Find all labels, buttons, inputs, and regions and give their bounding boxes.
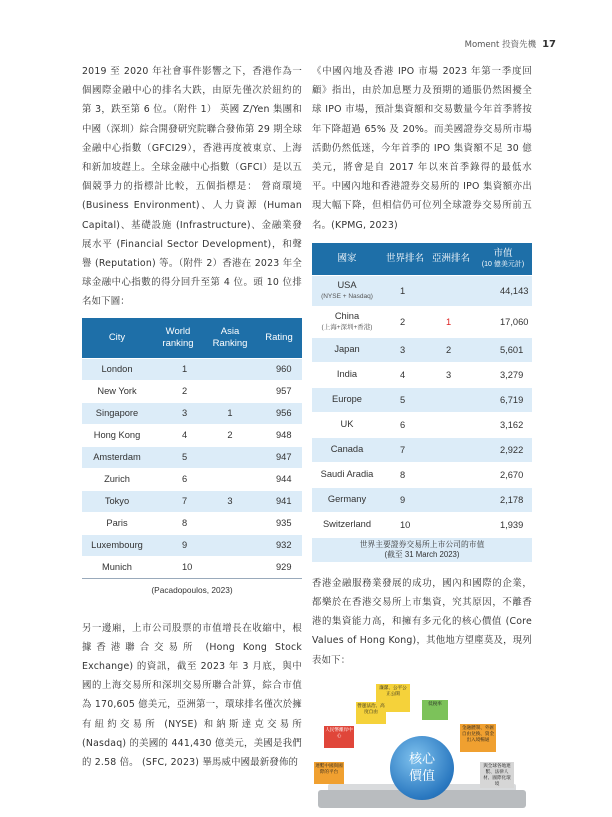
cell-country: [312, 387, 382, 412]
cell-world: 4: [382, 362, 428, 387]
cell-asia: [204, 380, 256, 402]
left-paragraph-2: 另一邊廂，上市公司股票的市值增長在收縮中，根據香港聯合交易所 (Hong Kong Stock Exchange) 的資訊，截至 2023 年 3 月底，與中國的上海交易所和深圳交易所聯合計算，綜合市值為 170,605 億美元，亞洲第一，環球排名僅次於擁有紐約交易所 (NYSE) 和納斯達克交易所 (Nasdaq) 的美國的 441,430 億美元，美國是我們的 2.58 倍。 (SFC, 2023) 畢馬威中國最新發佈的: [82, 622, 302, 769]
page-header: [465, 38, 556, 50]
country-name: Japan: [334, 344, 360, 355]
cell-asia: 3: [204, 490, 256, 512]
table-row: [312, 512, 532, 537]
left-paragraph-1: 2019 至 2020 年社會事件影響之下，香港作為一個國際金融中心的排名大跌，由原先僅次於紐約的第 3，跌至第 6 位。（附件 1） 英國 Z/Yen 集團和中國（深圳）綜合開發研究院聯合發佈第 29 期全球金融中心指數（GFCI29），香港再度被東京、上海和新加坡趕上。全球金融中心指數（GFCI）是以五個競爭力的指標計比較，五個指標是： 營商環境 (Business Environment)、人力資源 (Human Capital)、基礎設施 (Infrastructure)、金融業發展水平 (Financial Sector Development)，和聲譽 (Reputation) 等。（附件 2）香港在 2023 年全球金融中心指數的得分回升至第 4 位。頭 10 位排名如下圖：: [82, 66, 302, 308]
table-source-row: [312, 537, 532, 562]
cell-city: Amsterdam: [82, 446, 152, 468]
cell-rating: 947: [256, 446, 302, 468]
cell-asia: 2: [204, 424, 256, 446]
cell-rating: 956: [256, 402, 302, 424]
cell-asia: 1: [428, 306, 474, 337]
col-header-asia-ranking: Asia Ranking: [204, 318, 256, 359]
col-header-world-ranking: World ranking: [152, 318, 204, 359]
cell-asia: [204, 358, 256, 380]
cell-mv: 44,143: [474, 275, 532, 306]
cell-mv: 5,601: [474, 337, 532, 362]
cell-world: 2: [382, 306, 428, 337]
cell-country: [312, 437, 382, 462]
value-box-rmb-hub: 人民幣離岸中心: [324, 726, 354, 748]
cell-rating: 932: [256, 534, 302, 556]
cell-country: [312, 306, 382, 337]
market-value-label: 市值: [493, 247, 513, 259]
cell-asia: 1: [204, 402, 256, 424]
country-note: (NYSE + Nasdaq): [321, 292, 373, 300]
col-header-rating: Rating: [256, 318, 302, 359]
cell-world: 10: [152, 556, 204, 578]
cell-mv: 6,719: [474, 387, 532, 412]
right-column: [312, 62, 532, 817]
cell-asia: [428, 412, 474, 437]
cell-world: 10: [382, 512, 428, 537]
cell-rating: 941: [256, 490, 302, 512]
cell-city: Paris: [82, 512, 152, 534]
cell-country: [312, 412, 382, 437]
table-source: [312, 537, 532, 562]
table-row: [82, 556, 302, 578]
page-number: 17: [542, 39, 556, 50]
cell-asia: [428, 512, 474, 537]
cell-city: Hong Kong: [82, 424, 152, 446]
table-row: [312, 437, 532, 462]
cell-world: 1: [382, 275, 428, 306]
table-row: [82, 512, 302, 534]
cell-asia: [428, 437, 474, 462]
cell-world: 5: [152, 446, 204, 468]
value-box-china-platform: 連繫中國與國際的平台: [314, 762, 344, 784]
table-row: [312, 462, 532, 487]
cell-mv: 2,922: [474, 437, 532, 462]
table-row: [82, 534, 302, 556]
cell-world: 6: [382, 412, 428, 437]
cell-country: [312, 487, 382, 512]
cell-asia: [204, 534, 256, 556]
source-line-1: 世界主要證券交易所上市公司的市值: [359, 539, 485, 549]
cell-world: 3: [152, 402, 204, 424]
col-header-city: City: [82, 318, 152, 359]
cell-mv: 3,279: [474, 362, 532, 387]
cell-country: [312, 337, 382, 362]
country-name: UK: [340, 419, 354, 430]
cell-city: Munich: [82, 556, 152, 578]
country-name: India: [336, 369, 358, 380]
table-row: [312, 362, 532, 387]
table-row: [82, 402, 302, 424]
cell-country: [312, 275, 382, 306]
cell-world: 7: [382, 437, 428, 462]
cell-asia: [204, 512, 256, 534]
cell-city: Zurich: [82, 468, 152, 490]
table-row: [312, 487, 532, 512]
cell-world: 7: [152, 490, 204, 512]
cell-country: [312, 362, 382, 387]
table-source: (Pacadopoulos, 2023): [82, 578, 302, 601]
cell-city: London: [82, 358, 152, 380]
country-name: Europe: [332, 394, 362, 405]
cell-world: 1: [152, 358, 204, 380]
table-row: [82, 424, 302, 446]
left-column: [82, 62, 302, 772]
cell-mv: 2,670: [474, 462, 532, 487]
gfci-ranking-table: [82, 318, 302, 601]
source-line-2: (截至 31 March 2023): [384, 549, 460, 559]
value-box-integrity: 廉潔、公平公正公開: [376, 684, 410, 712]
cell-city: Singapore: [82, 402, 152, 424]
right-paragraph-2: 香港金融服務業發展的成功，國內和國際的企業，都樂於在香港交易所上市集資，究其原因，不離香港的集資能力高，和擁有多元化的核心價值 (Core Values of Hong Kong)，其他地方望塵莫及，現列表如下：: [312, 577, 532, 666]
table-row: [312, 337, 532, 362]
country-name: China: [334, 310, 360, 321]
table-row: [82, 358, 302, 380]
cell-country: [312, 462, 382, 487]
table-row: [312, 387, 532, 412]
cell-world: 5: [382, 387, 428, 412]
cell-asia: 2: [428, 337, 474, 362]
cell-rating: 944: [256, 468, 302, 490]
col-header-market-value: [474, 243, 532, 276]
table-source-row: [82, 578, 302, 601]
value-box-global-links: 與全球各地連繫、法律人材、國際化環境: [480, 762, 514, 788]
market-value-table: [312, 243, 532, 562]
core-label-1: 核心: [408, 751, 435, 767]
cell-asia: [428, 275, 474, 306]
cell-rating: 957: [256, 380, 302, 402]
table-row: [82, 468, 302, 490]
cell-world: 2: [152, 380, 204, 402]
table-row: [312, 306, 532, 337]
cell-world: 8: [152, 512, 204, 534]
market-value-unit: (10 億美元計): [481, 260, 525, 268]
cell-asia: [428, 387, 474, 412]
cell-asia: [428, 487, 474, 512]
col-header-country: 國家: [312, 243, 382, 276]
cell-country: [312, 512, 382, 537]
cell-asia: [204, 468, 256, 490]
core-values-diagram: [312, 682, 532, 817]
country-name: Switzerland: [322, 519, 372, 530]
cell-rating: 960: [256, 358, 302, 380]
country-name: Saudi Aradia: [320, 469, 374, 480]
brand-name: Moment 投資先機: [464, 40, 537, 50]
country-name: Germany: [327, 494, 367, 505]
table-row: [82, 380, 302, 402]
cell-world: 6: [152, 468, 204, 490]
country-note: (上海+深圳+香港): [321, 323, 373, 331]
table-row: [82, 490, 302, 512]
cell-world: 3: [382, 337, 428, 362]
cell-asia: 3: [428, 362, 474, 387]
cell-world: 8: [382, 462, 428, 487]
value-box-rule-of-law: 營運法治、高度自由: [356, 702, 386, 724]
cell-mv: 2,178: [474, 487, 532, 512]
cell-city: New York: [82, 380, 152, 402]
right-paragraph-1: 《中國內地及香港 IPO 市場 2023 年第一季度回顧》指出，由於加息壓力及預期的通脹仍然困擾全球 IPO 市場，預計集資額和交易數量今年首季將按年下降超過 65% 及 20%。而美國證券交易所市場活動仍然低迷，今年首季的 IPO 集資額不足 30 億美元，將會是自 2017 年以來首季錄得的最低水平。中國內地和香港證券交易所的 IPO 集資額亦出現大幅下降，但相信仍可位列全球證券交易所前五名。(KPMG, 2023): [312, 66, 532, 231]
cell-world: 9: [382, 487, 428, 512]
col-header-world-rank: 世界排名: [382, 243, 428, 276]
core-label-2: 價值: [408, 768, 435, 784]
cell-city: Tokyo: [82, 490, 152, 512]
value-box-low-tax: 低稅率: [422, 700, 448, 720]
cell-mv: 3,162: [474, 412, 532, 437]
cell-asia: [204, 556, 256, 578]
cell-mv: 1,939: [474, 512, 532, 537]
cell-asia: [428, 462, 474, 487]
country-name: USA: [337, 279, 357, 290]
table-row: [312, 412, 532, 437]
cell-mv: 17,060: [474, 306, 532, 337]
country-name: Canada: [330, 444, 364, 455]
cell-asia: [204, 446, 256, 468]
cell-world: 9: [152, 534, 204, 556]
table-row: [82, 446, 302, 468]
cell-world: 4: [152, 424, 204, 446]
table-row: [312, 275, 532, 306]
cell-rating: 929: [256, 556, 302, 578]
cell-city: Luxembourg: [82, 534, 152, 556]
value-box-financial-system: 金融體制、外匯自由兌換、資金出入境暢通: [460, 724, 496, 752]
cell-rating: 948: [256, 424, 302, 446]
cell-rating: 935: [256, 512, 302, 534]
col-header-asia-rank: 亞洲排名: [428, 243, 474, 276]
